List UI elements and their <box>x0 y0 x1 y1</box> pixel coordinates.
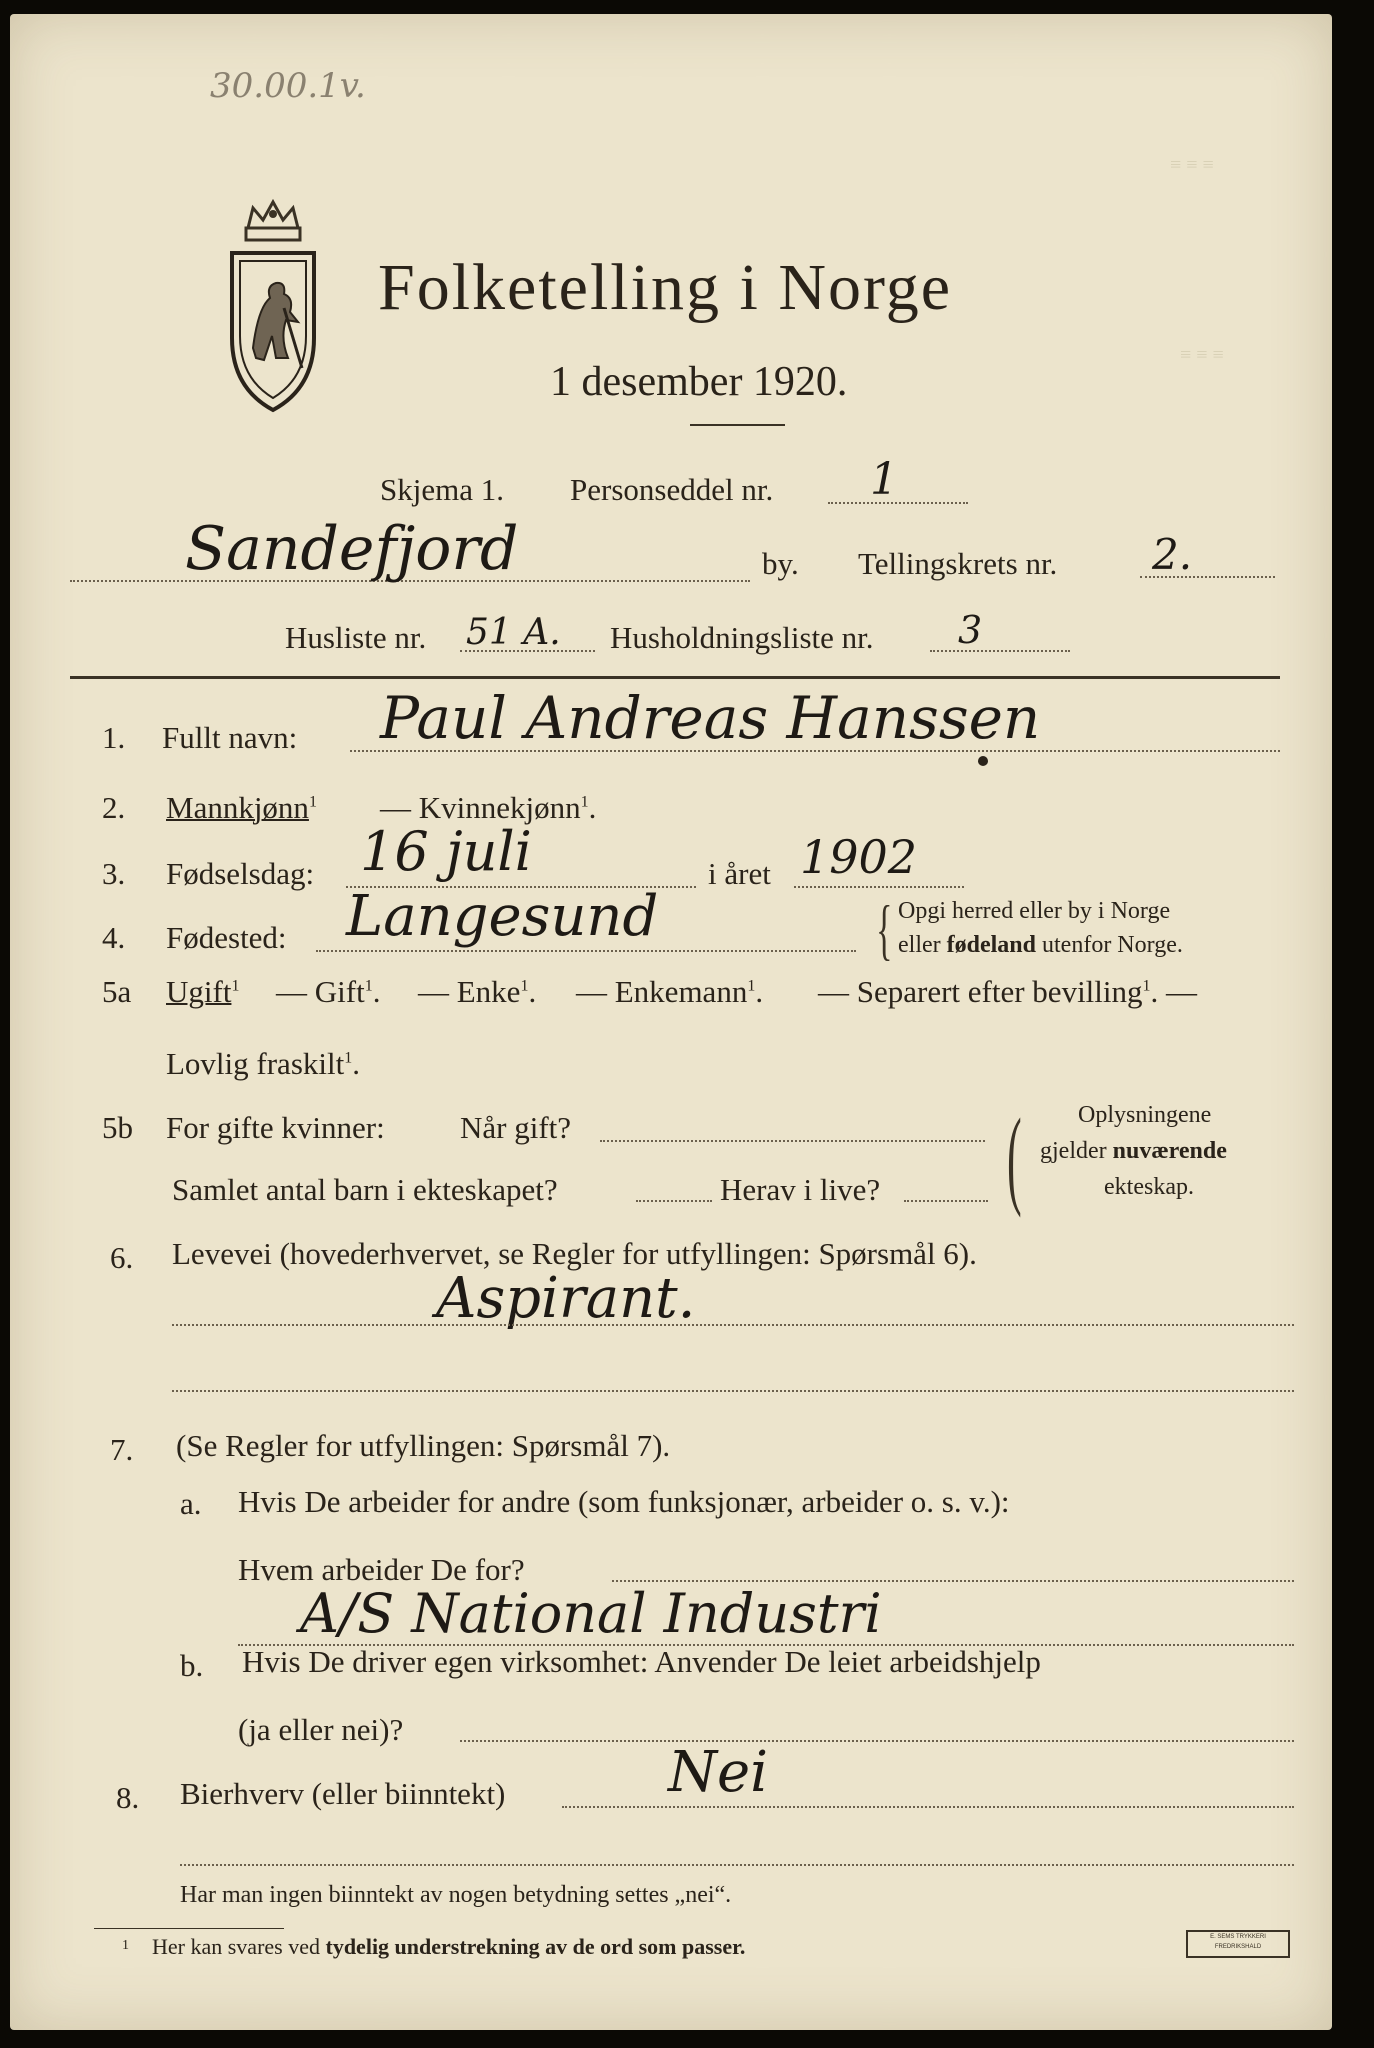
q5b-note-line3: ekteskap. <box>1104 1174 1194 1200</box>
printer-stamp: E. SEMS TRYKKERI FREDRIKSHALD <box>1186 1930 1290 1958</box>
q7a-question: Hvis De arbeider for andre (som funksjonær, arbeider o. s. v.): <box>238 1484 1010 1519</box>
house-list-value[interactable]: 51 A. <box>466 612 561 653</box>
title-divider <box>690 424 785 426</box>
q5b-number: 5b <box>102 1110 133 1145</box>
q8-label: Bierhverv (eller biinntekt) <box>180 1776 506 1811</box>
household-list-label: Husholdningsliste nr. <box>610 620 874 655</box>
footer-note: Har man ingen biinntekt av nogen betydning settes „nei“. <box>180 1882 732 1908</box>
q5a-option-married[interactable]: — Gift$^1$. <box>276 974 381 1009</box>
q5b-alive-line <box>904 1200 988 1202</box>
header-divider <box>70 676 1280 679</box>
district-label: Tellingskrets nr. <box>858 546 1058 581</box>
q8-line-2 <box>180 1864 1294 1866</box>
form-title: Folketelling i Norge <box>378 251 953 324</box>
occupation-value[interactable]: Aspirant. <box>436 1266 696 1331</box>
q5a-option-unmarried[interactable]: Ugift$^1$ <box>166 974 240 1009</box>
q7-number: 7. <box>110 1432 134 1467</box>
household-list-line <box>930 650 1070 652</box>
bleed-through-text: ≡ ≡ ≡ <box>1180 344 1224 366</box>
city-suffix: by. <box>762 546 799 581</box>
form-date: 1 desember 1920. <box>550 359 848 405</box>
q7a-letter: a. <box>180 1486 202 1521</box>
q4-label: Fødested: <box>166 920 287 955</box>
side-income-value[interactable]: Nei <box>668 1740 769 1805</box>
q2-option-male[interactable]: Mannkjønn$^1$ <box>166 790 317 825</box>
q6-line-2 <box>172 1390 1294 1392</box>
city-value[interactable]: Sandefjord <box>185 514 519 584</box>
q5a-option-widower[interactable]: — Enkemann$^1$. <box>576 974 764 1009</box>
q4-note-line2: eller fødeland utenfor Norge. <box>898 932 1183 958</box>
q5a-option-widow[interactable]: — Enke$^1$. <box>418 974 537 1009</box>
birth-year-value[interactable]: 1902 <box>800 830 918 884</box>
q5b-when-label: Når gift? <box>460 1110 572 1145</box>
q7a-employer-label: Hvem arbeider De for? <box>238 1552 525 1587</box>
q5b-note-line1: Oplysningene <box>1078 1102 1212 1128</box>
q5b-alive-label: Herav i live? <box>720 1172 881 1207</box>
q1-label: Fullt navn: <box>162 720 298 755</box>
q2-number: 2. <box>102 790 126 825</box>
q6-line-1 <box>172 1324 1294 1326</box>
birth-place-value[interactable]: Langesund <box>346 884 659 949</box>
q4-brace: { <box>876 891 893 967</box>
norway-coat-of-arms-icon <box>218 198 328 418</box>
q2-option-female[interactable]: — Kvinnekjønn$^1$. <box>380 790 597 825</box>
person-slip-label: Personseddel nr. <box>570 472 774 507</box>
q6-number: 6. <box>110 1240 134 1275</box>
q3-number: 3. <box>102 856 126 891</box>
q5b-when-line <box>600 1140 985 1142</box>
q5a-option-divorced[interactable]: Lovlig fraskilt$^1$. <box>166 1046 360 1081</box>
q5a-number: 5a <box>102 974 132 1009</box>
footnote-text: Her kan svares ved tydelig understrekning av de ord som passer. <box>152 1934 746 1959</box>
q4-line <box>316 950 856 952</box>
employer-value[interactable]: A/S National Industri <box>300 1582 882 1645</box>
archive-pencil-note: 30.00.1v. <box>210 66 366 106</box>
schema-label: Skjema 1. <box>380 472 504 507</box>
q5b-label: For gifte kvinner: <box>166 1110 385 1145</box>
bleed-through-text: ≡ ≡ ≡ <box>1170 154 1214 176</box>
house-list-label: Husliste nr. <box>285 620 427 655</box>
person-slip-number[interactable]: 1 <box>870 454 898 505</box>
q5a-option-separated[interactable]: — Separert efter bevilling$^1$. — <box>818 974 1198 1009</box>
person-slip-line <box>828 502 968 504</box>
q7b-letter: b. <box>180 1648 204 1683</box>
q3-year-label: i året <box>708 856 771 891</box>
q7b-question: Hvis De driver egen virksomhet: Anvender De leiet arbeidshjelp <box>242 1644 1041 1679</box>
q5b-children-label: Samlet antal barn i ekteskapet? <box>172 1172 558 1207</box>
household-list-value[interactable]: 3 <box>958 608 983 652</box>
q6-label: Levevei (hovederhvervet, se Regler for utfyllingen: Spørsmål 6). <box>172 1236 977 1271</box>
q7b-yes-no-label: (ja eller nei)? <box>238 1712 404 1747</box>
q7b-line <box>460 1740 1294 1742</box>
q5b-brace: ( <box>1006 1096 1022 1218</box>
q5b-note-line2: gjelder nuværende <box>1040 1138 1227 1164</box>
full-name-value[interactable]: Paul Andreas Hanssen <box>380 684 1041 752</box>
ink-dot <box>978 756 988 766</box>
district-value[interactable]: 2. <box>1152 530 1193 579</box>
footnote-divider <box>94 1928 284 1929</box>
q4-note-line1: Opgi herred eller by i Norge <box>898 898 1171 924</box>
q8-number: 8. <box>116 1780 140 1815</box>
q3-year-line <box>794 886 964 888</box>
q7-label: (Se Regler for utfyllingen: Spørsmål 7). <box>176 1428 671 1463</box>
q8-line <box>562 1806 1294 1808</box>
q1-number: 1. <box>102 720 126 755</box>
q3-label: Fødselsdag: <box>166 856 315 891</box>
footnote-marker: 1 <box>122 1938 129 1953</box>
birth-date-value[interactable]: 16 juli <box>360 820 532 883</box>
census-form-page <box>10 14 1332 2030</box>
q4-number: 4. <box>102 920 126 955</box>
q5b-children-line <box>636 1200 712 1202</box>
